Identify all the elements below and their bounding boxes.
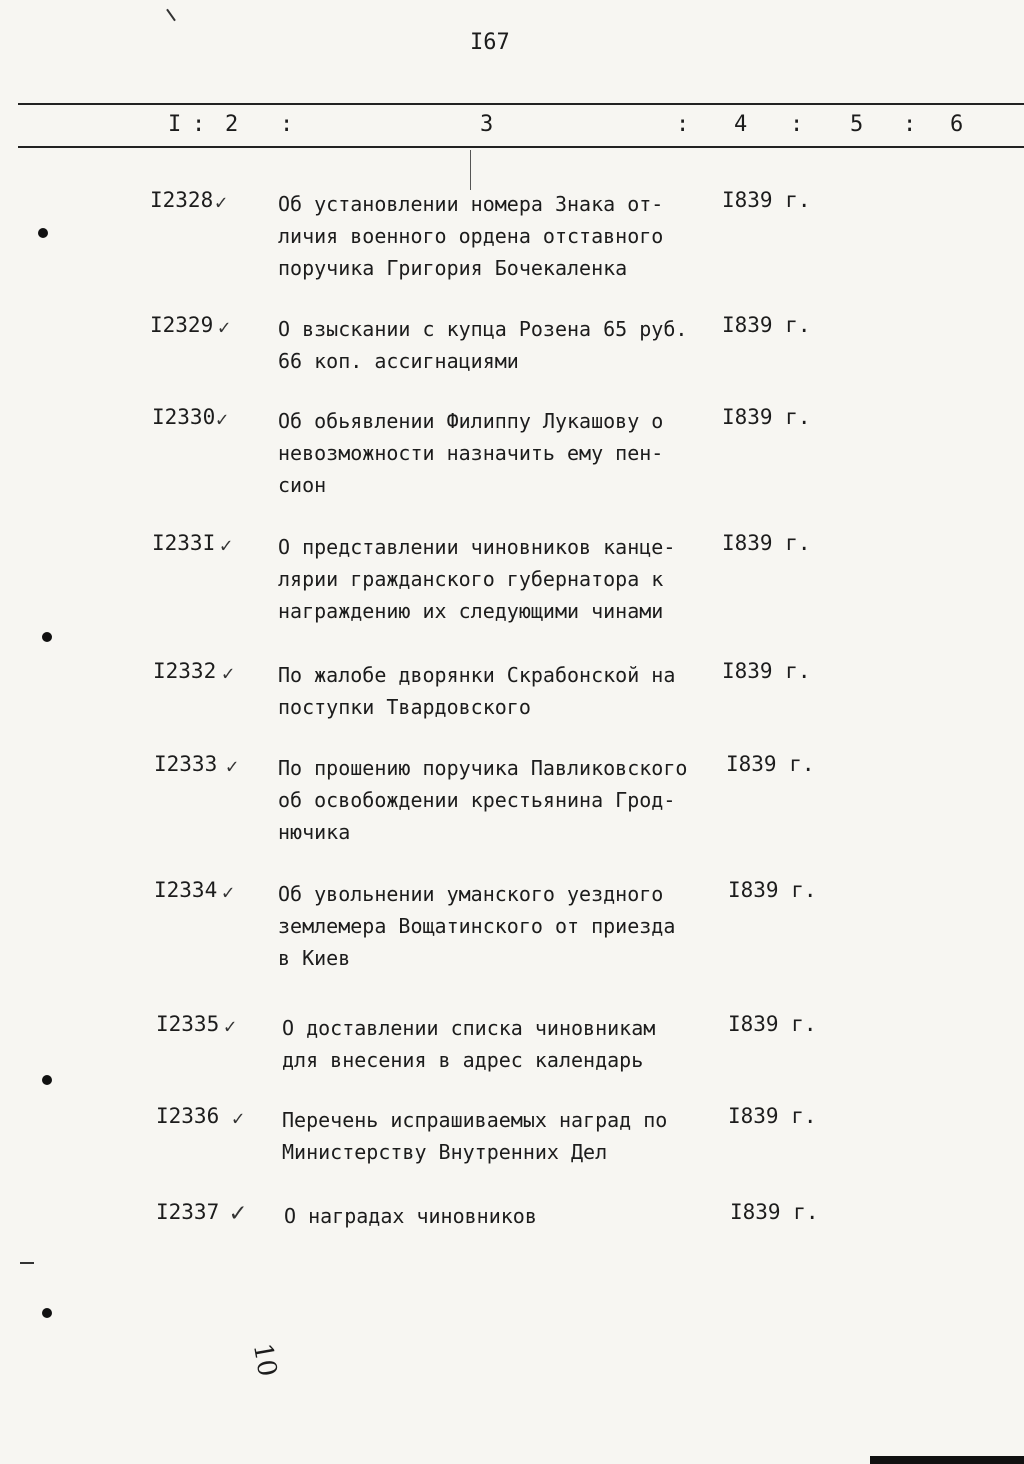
column-separator: : bbox=[903, 112, 917, 137]
description-line: невозможности назначить ему пен- bbox=[278, 441, 664, 465]
record-number: I2332 bbox=[153, 659, 217, 683]
record-description bbox=[278, 188, 728, 284]
record-number: I2334 bbox=[154, 878, 218, 902]
binding-hole-mark bbox=[42, 632, 52, 642]
record-year: I839 г. bbox=[722, 531, 811, 555]
description-line: об освобождении крестьянина Грод- bbox=[278, 788, 676, 812]
record-number: I2330 bbox=[152, 405, 216, 429]
record-description bbox=[278, 531, 728, 627]
record-number: I233I bbox=[152, 531, 216, 555]
record-number: I2329 bbox=[150, 313, 214, 337]
description-line: в Киев bbox=[278, 946, 351, 970]
description-line: Об установлении номера Знака от- bbox=[278, 192, 664, 216]
check-mark-icon: ✓ bbox=[220, 533, 233, 557]
record-year: I839 г. bbox=[728, 1012, 817, 1036]
description-line: Об увольнении уманского уездного bbox=[278, 882, 664, 906]
check-mark-icon: ✓ bbox=[216, 407, 229, 431]
vertical-tick-mark bbox=[470, 150, 471, 190]
column-header-4: 4 bbox=[734, 112, 748, 137]
column-separator: : bbox=[676, 112, 690, 137]
scan-artifact-mark bbox=[20, 1262, 34, 1264]
record-number: I2335 bbox=[156, 1012, 220, 1036]
description-line: поступки Твардовского bbox=[278, 695, 531, 719]
record-year: I839 г. bbox=[730, 1200, 819, 1224]
description-line: По жалобе дворянки Скрабонской на bbox=[278, 663, 676, 687]
column-header-1: I bbox=[168, 112, 182, 137]
record-description bbox=[284, 1200, 734, 1232]
record-description bbox=[282, 1104, 732, 1168]
page-number: I67 bbox=[470, 30, 510, 55]
description-line: Об обьявлении Филиппу Лукашову о bbox=[278, 409, 664, 433]
description-line: О представлении чиновников канце- bbox=[278, 535, 676, 559]
check-mark-icon: ✓ bbox=[218, 315, 231, 339]
scan-edge-border bbox=[870, 1456, 1024, 1464]
record-year: I839 г. bbox=[726, 752, 815, 776]
binding-hole-mark bbox=[38, 228, 48, 238]
record-description bbox=[278, 659, 728, 723]
record-number: I2328 bbox=[150, 188, 214, 212]
column-separator: : bbox=[790, 112, 804, 137]
check-mark-icon: ✓ bbox=[230, 1198, 246, 1228]
record-number: I2333 bbox=[154, 752, 218, 776]
record-year: I839 г. bbox=[722, 659, 811, 683]
record-year: I839 г. bbox=[728, 878, 817, 902]
record-description bbox=[278, 405, 728, 501]
binding-hole-mark bbox=[42, 1308, 52, 1318]
description-line: По прошению поручика Павликовского bbox=[278, 756, 688, 780]
record-description bbox=[278, 752, 728, 848]
record-year: I839 г. bbox=[728, 1104, 817, 1128]
description-line: 66 коп. ассигнациями bbox=[278, 349, 519, 373]
description-line: личия военного ордена отставного bbox=[278, 224, 664, 248]
handwritten-note: 10 bbox=[246, 1341, 283, 1379]
record-number: I2336 bbox=[156, 1104, 220, 1128]
check-mark-icon: ✓ bbox=[226, 754, 239, 778]
description-line: нючика bbox=[278, 820, 351, 844]
description-line: О взыскании с купца Розена 65 руб. bbox=[278, 317, 688, 341]
column-separator: : bbox=[280, 112, 294, 137]
column-header-5: 5 bbox=[850, 112, 864, 137]
check-mark-icon: ✓ bbox=[232, 1106, 245, 1130]
header-rule-top bbox=[18, 103, 1024, 105]
column-header-6: 6 bbox=[950, 112, 964, 137]
description-line: Министерству Внутренних Дел bbox=[282, 1140, 608, 1164]
description-line: Перечень испрашиваемых наград по bbox=[282, 1108, 668, 1132]
check-mark-icon: ✓ bbox=[224, 1014, 237, 1038]
description-line: лярии гражданского губернатора к bbox=[278, 567, 664, 591]
record-description bbox=[282, 1012, 732, 1076]
record-description bbox=[278, 878, 728, 974]
header-rule-bottom bbox=[18, 146, 1024, 148]
scan-artifact-mark bbox=[166, 9, 176, 22]
description-line: О доставлении списка чиновникам bbox=[282, 1016, 656, 1040]
check-mark-icon: ✓ bbox=[215, 190, 228, 214]
description-line: сион bbox=[278, 473, 327, 497]
column-separator: : bbox=[192, 112, 206, 137]
description-line: награждению их следующими чинами bbox=[278, 599, 664, 623]
description-line: для внесения в адрес календарь bbox=[282, 1048, 644, 1072]
check-mark-icon: ✓ bbox=[222, 880, 235, 904]
description-line: поручика Григория Бочекаленка bbox=[278, 256, 628, 280]
record-year: I839 г. bbox=[722, 188, 811, 212]
record-number: I2337 bbox=[156, 1200, 220, 1224]
binding-hole-mark bbox=[42, 1075, 52, 1085]
record-year: I839 г. bbox=[722, 313, 811, 337]
record-description bbox=[278, 313, 728, 377]
check-mark-icon: ✓ bbox=[222, 661, 235, 685]
description-line: О наградах чиновников bbox=[284, 1204, 537, 1228]
column-header-2: 2 bbox=[225, 112, 239, 137]
column-header-3: 3 bbox=[480, 112, 494, 137]
record-year: I839 г. bbox=[722, 405, 811, 429]
description-line: землемера Вощатинского от приезда bbox=[278, 914, 676, 938]
